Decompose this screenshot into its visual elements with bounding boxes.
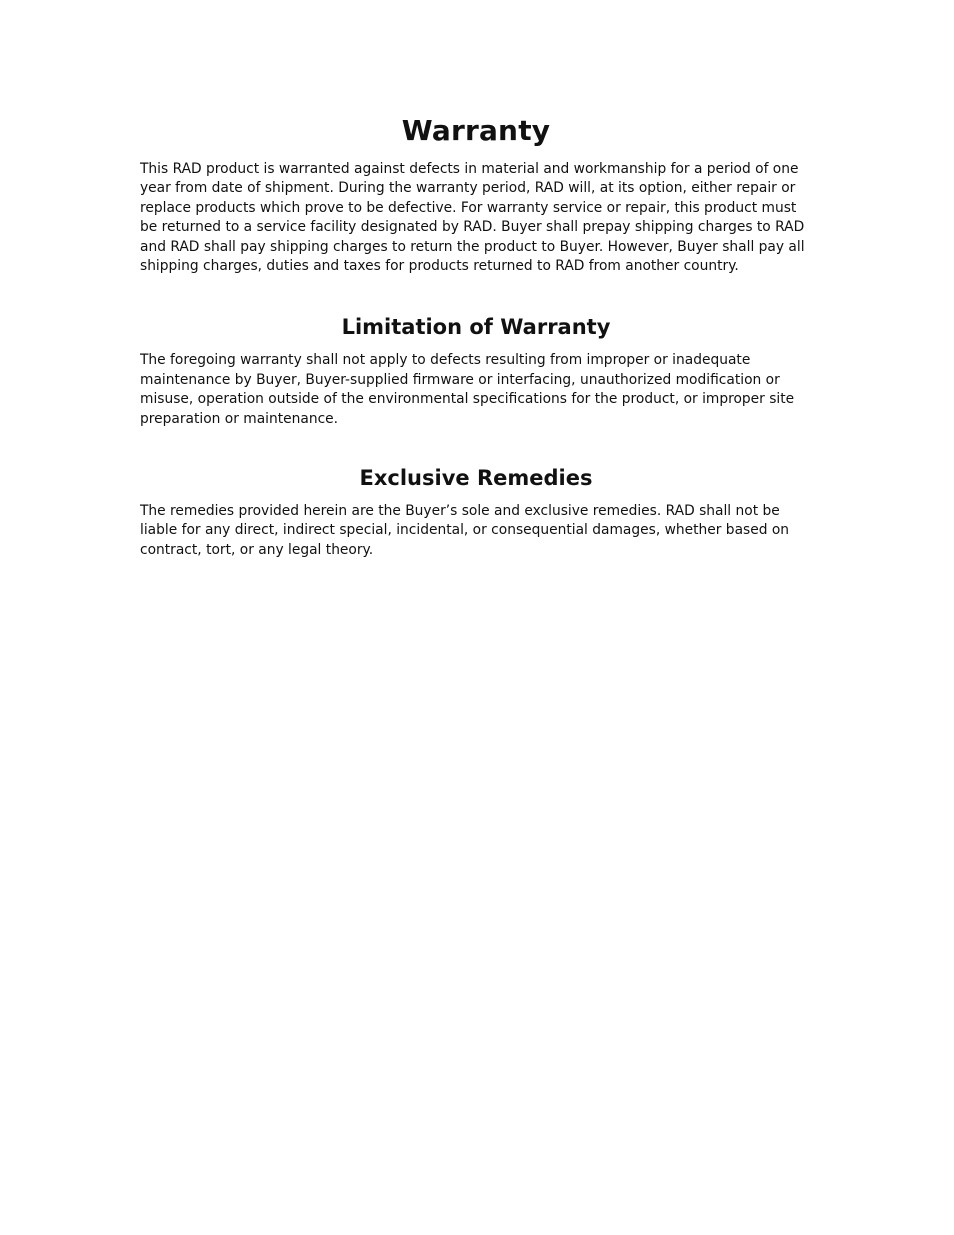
warranty-section: [140, 112, 812, 276]
document-page: [140, 112, 812, 560]
remedies-paragraph: The remedies provided herein are the Buyer’s sole and exclusive remedies. RAD shall not be liable for any direct, indirect special, incidental, or consequential damages, whether based on contract, tort, or any legal theory.: [140, 503, 790, 558]
warranty-paragraph: This RAD product is warranted against defects in material and workmanship for a period of one year from date of shipment. During the warranty period, RAD will, at its option, either repair or replace products which prove to be defective. For warranty service or repair, this product must be returned to a service facility designated by RAD. Buyer shall prepay shipping charges to RAD and RAD shall pay shipping charges to return the product to Buyer. However, Buyer shall pay all shipping charges, duties and taxes for products returned to RAD from another country.: [140, 161, 805, 275]
limitation-paragraph: The foregoing warranty shall not apply to defects resulting from improper or inadequate maintenance by Buyer, Buyer-supplied firmware or interfacing, unauthorized modification or misuse, operation outside of the environmental specifications for the product, or improper site preparation or maintenance.: [140, 352, 795, 427]
remedies-heading: Exclusive Remedies: [359, 466, 593, 491]
remedies-section: [140, 463, 812, 560]
warranty-heading: Warranty: [401, 114, 551, 147]
limitation-heading: Limitation of Warranty: [341, 315, 611, 340]
limitation-section: [140, 312, 812, 429]
